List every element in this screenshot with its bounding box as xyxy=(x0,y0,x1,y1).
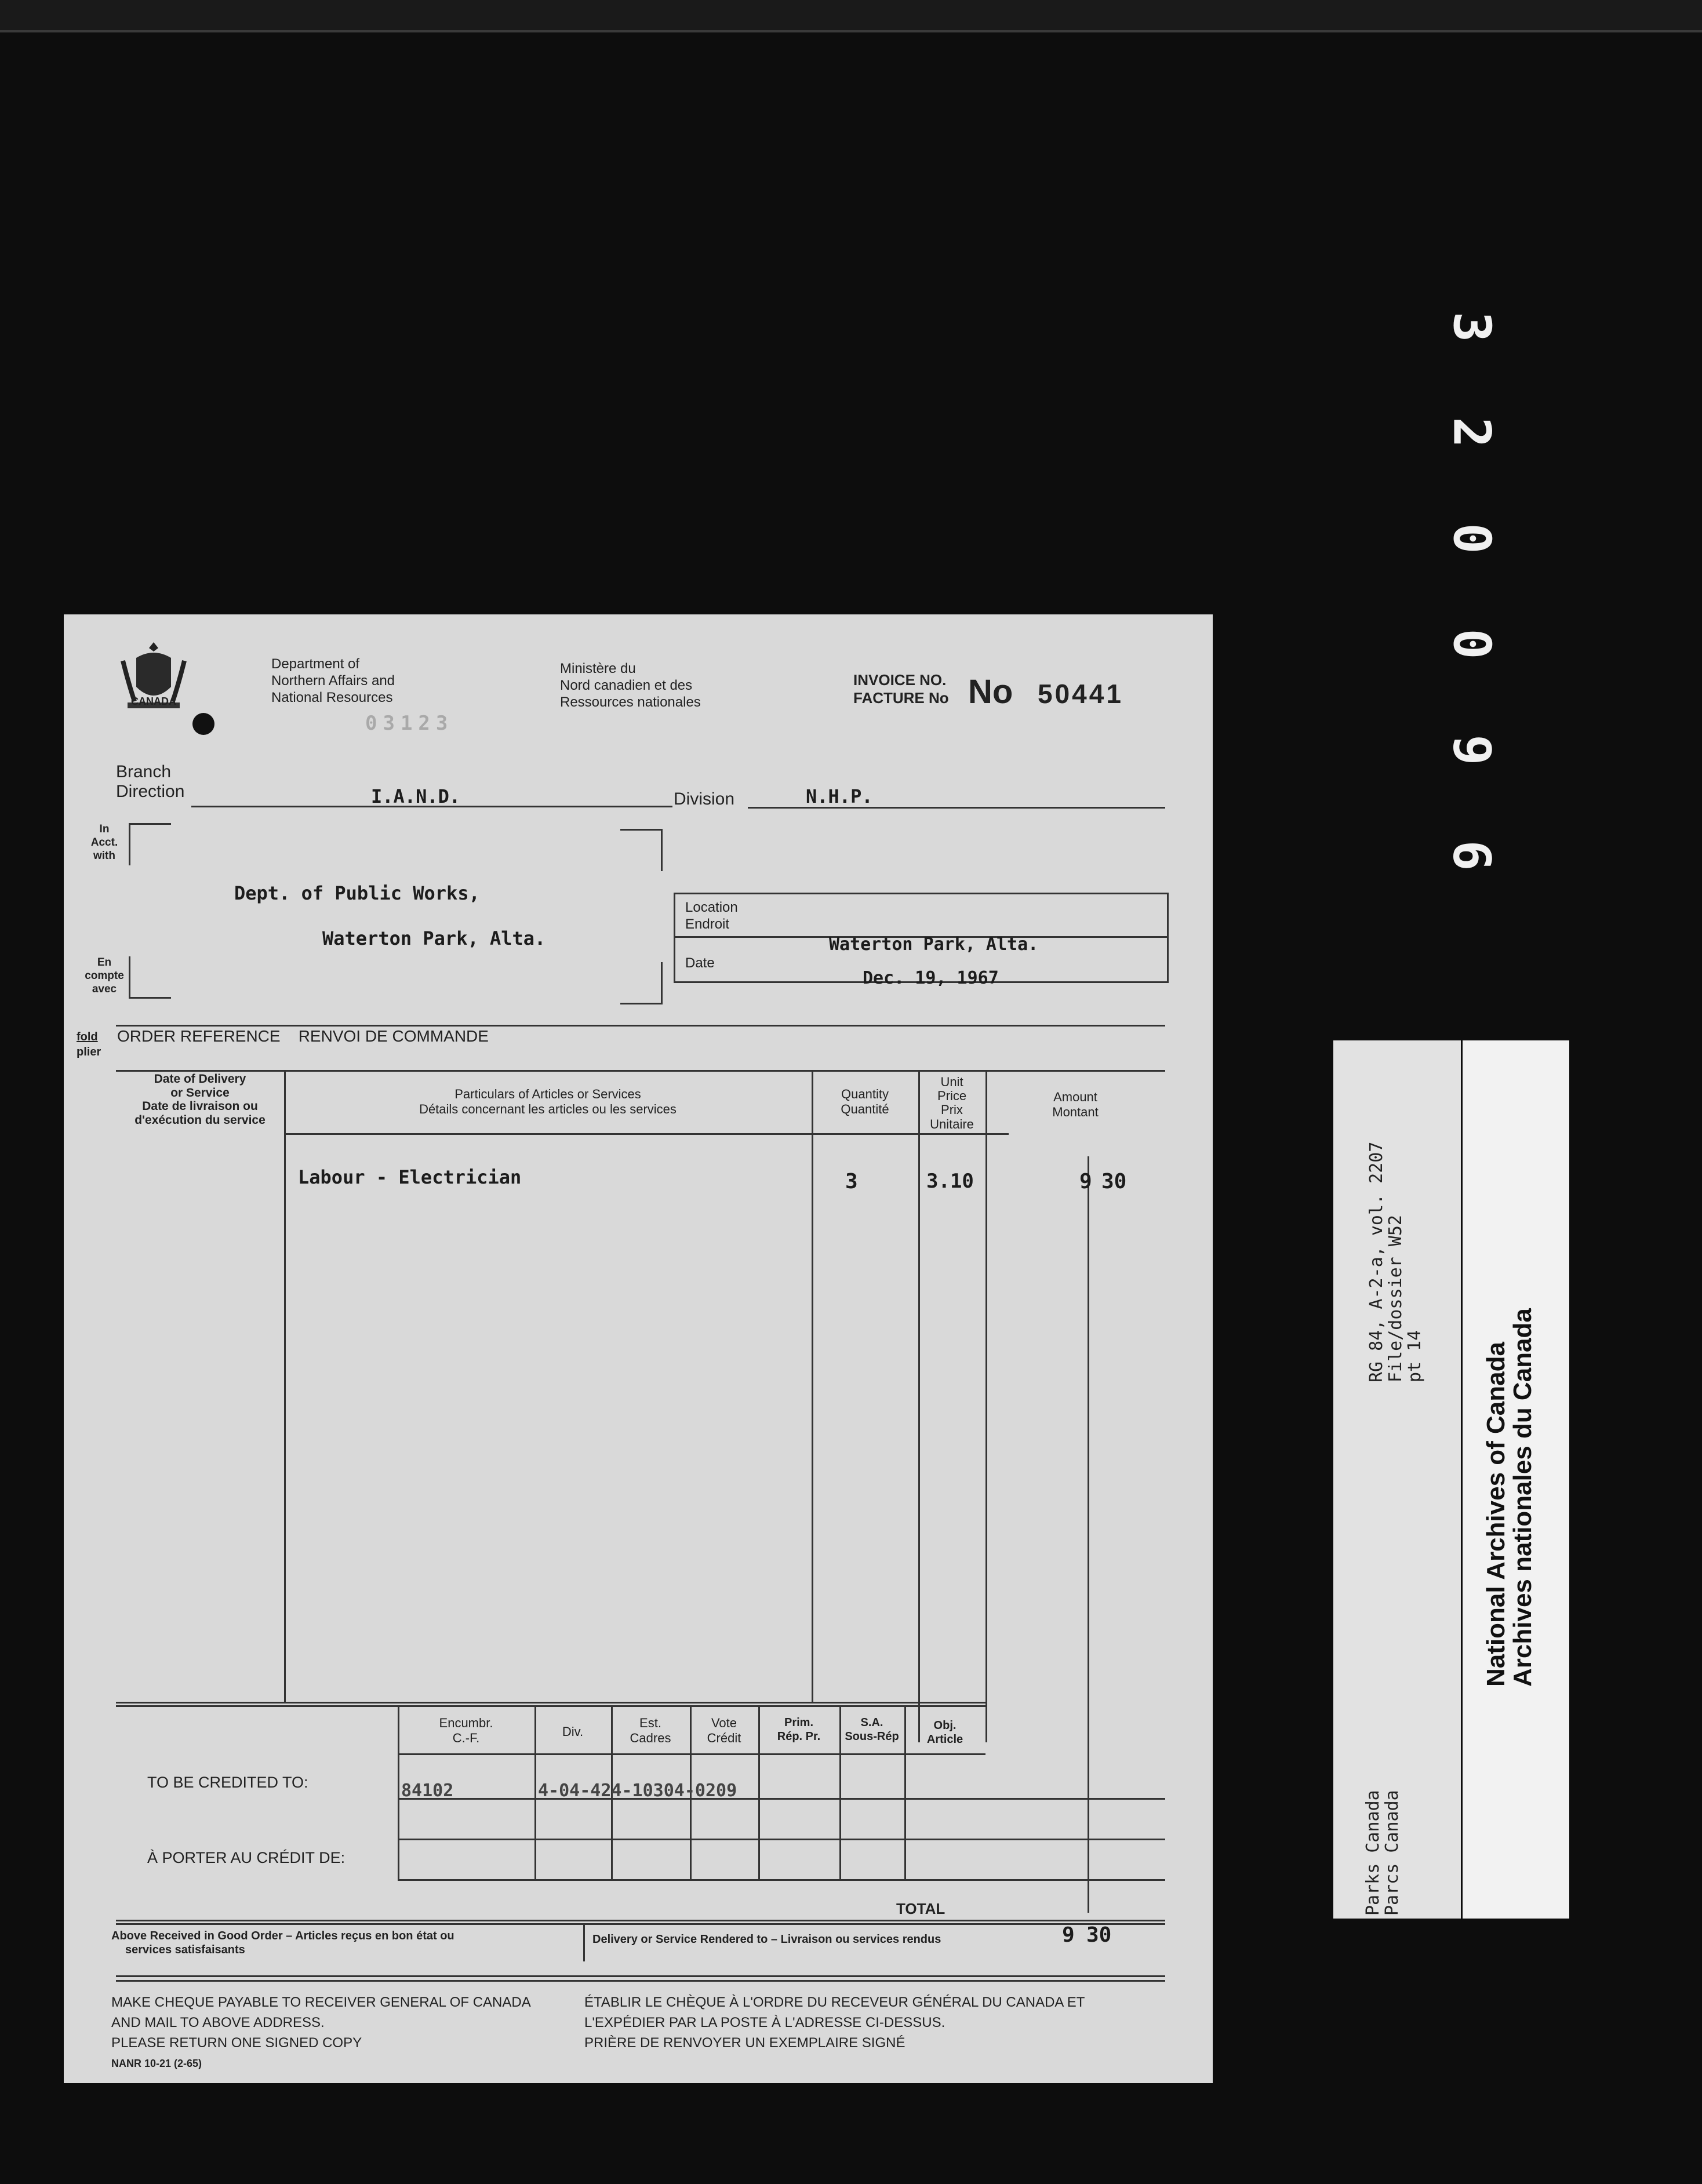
credited-value: 84102 xyxy=(401,1781,454,1801)
ghost-text: 03123 xyxy=(365,712,454,735)
frame-digit: 9 xyxy=(1441,734,1501,766)
frame-digit: 0 xyxy=(1441,523,1501,554)
header-unit-price: Unit Price Prix Unitaire xyxy=(930,1075,974,1131)
total-dollars: 9 xyxy=(1062,1923,1075,1947)
address-line-2: Waterton Park, Alta. xyxy=(322,927,546,949)
punch-hole xyxy=(192,713,214,735)
division-value: N.H.P. xyxy=(806,785,873,807)
instructions-en: MAKE CHEQUE PAYABLE TO RECEIVER GENERAL OF CANADA AND MAIL TO ABOVE ADDRESS. PLEASE RETURN ONE SIGNED COPY xyxy=(111,1994,531,2051)
archive-agency: Parks Canada Parcs Canada xyxy=(1363,1790,1402,1916)
header-amount: Amount Montant xyxy=(1052,1090,1099,1120)
frame-digit: 3 xyxy=(1441,311,1501,343)
header-particulars: Particulars of Articles or Services Détails concernant les articles ou les services xyxy=(419,1087,677,1117)
credited-to-label: TO BE CREDITED TO: xyxy=(147,1774,308,1791)
date-value: Dec. 19, 1967 xyxy=(863,968,999,988)
country-label: CANADA xyxy=(131,696,176,707)
fold-label: fold plier xyxy=(77,1031,101,1058)
frame-digit: 2 xyxy=(1441,417,1501,448)
branch-value: I.A.N.D. xyxy=(371,785,461,807)
code-header-prim: Prim. Rép. Pr. xyxy=(777,1716,821,1743)
frame-digit: 0 xyxy=(1441,628,1501,660)
code-header-sa: S.A. Sous-Rép xyxy=(845,1716,899,1743)
location-value: Waterton Park, Alta. xyxy=(829,934,1039,955)
canada-crest-icon xyxy=(116,638,191,725)
form-code: NANR 10-21 (2-65) xyxy=(111,2058,202,2069)
in-acct-label: In Acct. with xyxy=(90,823,118,862)
archive-institution: National Archives of Canada Archives nationales du Canada xyxy=(1482,1308,1537,1687)
film-edge xyxy=(0,0,1702,32)
branch-label: Branch Direction xyxy=(116,762,185,801)
invoice-number-symbol: No xyxy=(968,673,1013,711)
code-header-obj: Obj. Article xyxy=(926,1719,963,1746)
code-header-vote: Vote Crédit xyxy=(707,1716,741,1746)
division-label: Division xyxy=(674,789,735,809)
row-amount-dollars: 9 xyxy=(1079,1170,1092,1193)
invoice-label: INVOICE NO. FACTURE No xyxy=(853,671,949,707)
department-en: Department of Northern Affairs and National Resources xyxy=(271,656,395,705)
order-reference: ORDER REFERENCE RENVOI DE COMMANDE xyxy=(117,1027,489,1045)
address-line-1: Dept. of Public Works, xyxy=(234,882,480,904)
invoice-number: 50441 xyxy=(1038,679,1123,709)
porter-credit-label: À PORTER AU CRÉDIT DE: xyxy=(147,1849,346,1866)
total-label: TOTAL xyxy=(896,1900,945,1917)
total-cents: 30 xyxy=(1086,1923,1112,1947)
en-compte-label: En compte avec xyxy=(85,956,124,995)
invoice-document xyxy=(64,614,1213,2083)
row-quantity: 3 xyxy=(845,1170,858,1193)
row-amount-cents: 30 xyxy=(1101,1170,1127,1193)
archive-reference: RG 84, A-2-a, vol. 2207 File/dossier W52 pt 14 xyxy=(1366,1141,1425,1382)
code-header-div: Div. xyxy=(562,1724,584,1739)
received-statement: Above Received in Good Order – Articles reçus en bon état ou services satisfaisants xyxy=(111,1930,454,1956)
department-fr: Ministère du Nord canadien et des Ressources nationales xyxy=(560,661,701,710)
code-value: 4-04-424-10304-0209 xyxy=(538,1781,737,1801)
instructions-fr: ÉTABLIR LE CHÈQUE À L'ORDRE DU RECEVEUR GÉNÉRAL DU CANADA ET L'EXPÉDIER PAR LA POSTE À L'ADRESSE CI-DESSUS. PRIÈRE DE RENVOYER UN EXEMPLAIRE SIGNÉ xyxy=(584,1994,1085,2051)
date-label: Date xyxy=(685,955,715,971)
code-header-est: Est. Cadres xyxy=(630,1716,671,1746)
header-delivery: Date of Delivery or Service Date de livraison ou d'exécution du service xyxy=(134,1072,266,1127)
frame-digit: 6 xyxy=(1441,840,1501,871)
delivery-rendered: Delivery or Service Rendered to – Livraison ou services rendus xyxy=(592,1933,941,1946)
frame-number xyxy=(1436,301,1506,881)
row-unit-price: 3.10 xyxy=(926,1170,974,1193)
header-quantity: Quantity Quantité xyxy=(841,1087,889,1117)
code-header-encumbr: Encumbr. C.-F. xyxy=(439,1716,493,1746)
row-particulars: Labour - Electrician xyxy=(298,1166,522,1188)
location-label: Location Endroit xyxy=(685,900,738,932)
